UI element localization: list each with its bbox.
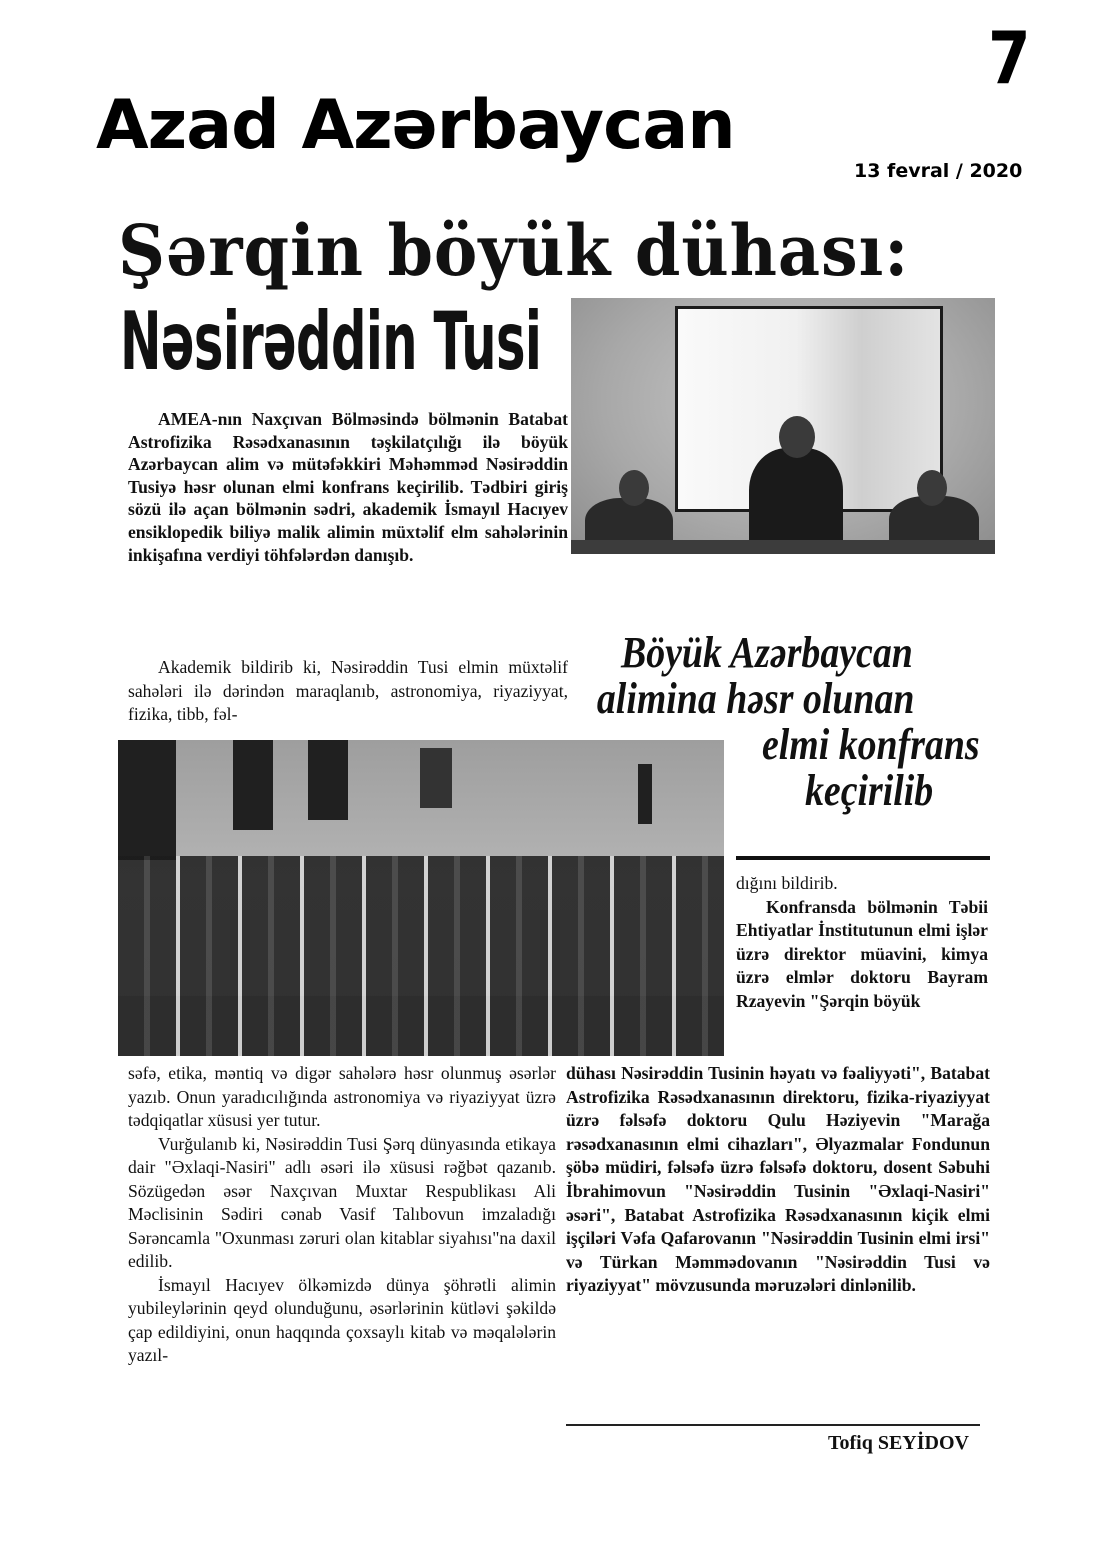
- left-column-bottom: [128, 1062, 556, 1368]
- right-panelist-head: [917, 470, 947, 506]
- body-paragraph: Konfransda bölmənin Təbii Ehtiyatlar İnstitutunun elmi işlər üzrə direktor müavini, kimya üzrə elmlər doktoru Bayram Rzayevin "Şərqin böyük: [736, 896, 988, 1011]
- article-headline-line2: Nəsirəddin Tusi: [120, 295, 542, 388]
- left-panelist-head: [619, 470, 649, 506]
- subheadline-line: alimina həsr olunan: [596, 674, 915, 723]
- body-paragraph: dühası Nəsirəddin Tusinin həyatı və fəaliyyəti", Batabat Astrofizika Rəsədxanasının direktoru, fizika-riyaziyyat üzrə fəlsəfə doktoru Qulu Həziyevin "Marağa rəsədxanasının elmi cihazları", Əlyazmalar Fondunun şöbə müdiri, fəlsəfə üzrə fəlsəfə doktoru, dosent Səbuhi İbrahimovun "Nəsirəddin Tusinin "Əxlaqi-Nasiri" əsəri", Batabat Astrofizika Rəsədxanasının kiçik elmi işçiləri Vəfa Qafarovanın "Nəsirəddin Tusinin elmi irsi" və Türkan Məmmədovanın "Nəsirəddin Tusi və riyaziyyat" mövzusunda məruzələri dinlənilib.: [566, 1063, 990, 1296]
- presidium-photo: [571, 298, 995, 554]
- wall-panel: [118, 740, 176, 860]
- byline-rule: [566, 1424, 980, 1426]
- left-column-top: [128, 656, 568, 727]
- right-column-bottom: [566, 1062, 990, 1298]
- wall-panel: [308, 740, 348, 820]
- body-paragraph: dığını bildirib.: [736, 873, 838, 893]
- article-lead: [128, 408, 568, 566]
- audience-crowd: [118, 856, 724, 1056]
- subheadline-rule: [736, 856, 990, 860]
- issue-date: 13 fevral / 2020: [854, 160, 1023, 182]
- body-paragraph: İsmayıl Hacıyev ölkəmizdə dünya şöhrətli alimin yubileylərinin qeyd olunduğunu, əsərlərinin kütləvi şəkildə çap edildiyini, onun haqqında çoxsaylı kitab və məqalələrin yazıl-: [128, 1274, 556, 1365]
- body-paragraph: Vurğulanıb ki, Nəsirəddin Tusi Şərq dünyasında etikaya dair "Əxlaqi-Nasiri" adlı əsəri ilə xüsusi rəğbət qazanıb. Sözügedən əsər Naxçıvan Muxtar Respublikası Ali Məclisinin Sədiri cənab Vasif Talıbovun imzaladığı Sərəncamla "Oxunması zəruri olan kitablar siyahısı"na daxil edilib.: [128, 1133, 556, 1271]
- page-number: 7: [988, 16, 1031, 100]
- wall-picture: [420, 748, 452, 808]
- subheadline-line: elmi konfrans: [762, 720, 980, 769]
- speaker-head: [779, 416, 815, 458]
- body-paragraph: səfə, etika, məntiq və digər sahələrə həsr olunmuş əsərlər yazıb. Onun yaradıcılığında astronomiya və riyaziyyat üzrə tədqiqatlar xüsusi yer tutur.: [128, 1063, 556, 1130]
- article-headline-line1: Şərqin böyük dühası:: [118, 209, 910, 292]
- right-column-top: [736, 872, 988, 1013]
- wall-panel: [638, 764, 652, 824]
- presidium-desk: [571, 540, 995, 554]
- wall-panel: [233, 740, 273, 830]
- speaker-figure: [749, 448, 843, 554]
- newspaper-masthead: Azad Azərbaycan: [96, 86, 735, 165]
- subheadline-line: keçirilib: [805, 766, 934, 815]
- lead-paragraph: AMEA-nın Naxçıvan Bölməsində bölmənin Batabat Astrofizika Rəsədxanasının təşkilatçılığı ilə böyük Azərbaycan alim və mütəfəkkiri Məhəmməd Nəsirəddin Tusiyə həsr olunan elmi konfrans keçirilib. Tədbiri giriş sözü ilə açan bölmənin sədri, akademik İsmayıl Hacıyev ensiklopedik biliyə malik alimin müxtəlif elm sahələrinin inkişafına verdiyi töhfələrdən danışıb.: [128, 409, 568, 565]
- audience-photo: [118, 740, 724, 1056]
- body-paragraph: Akademik bildirib ki, Nəsirəddin Tusi elmin müxtəlif sahələri ilə dərindən maraqlanıb, astronomiya, riyaziyyat, fizika, tibb, fəl-: [128, 657, 568, 724]
- subheadline-line: Böyük Azərbaycan: [620, 628, 913, 677]
- author-byline: Tofiq SEYİDOV: [828, 1432, 969, 1454]
